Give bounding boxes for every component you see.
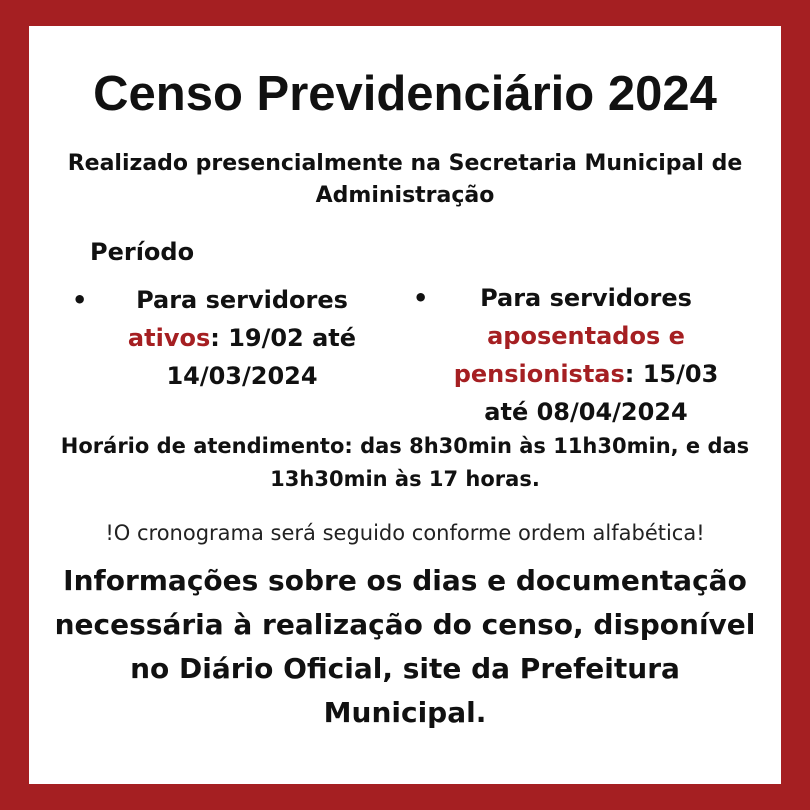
announcement-card: [29, 26, 781, 784]
right-item-lead: Para servidores: [480, 284, 692, 312]
period-retired-servants: [449, 279, 723, 431]
bullet-right: •: [413, 284, 429, 312]
info-statement: Informações sobre os dias e documentação necessária à realização do censo, disponível no Diário Oficial, site da Prefeitura Municipal.: [54, 564, 756, 729]
subtitle: Realizado presencialmente na Secretaria Municipal de Administração: [67, 151, 743, 208]
period-active-servants: [111, 281, 373, 395]
period-label: Período: [90, 238, 195, 266]
bullet-left: •: [72, 286, 88, 314]
left-item-highlight: ativos: [127, 324, 211, 352]
right-item-highlight: aposentados e pensionistas: [453, 322, 685, 388]
alphabetical-note: !O cronograma será seguido conforme ordem alfabética!: [105, 521, 705, 545]
page-title: Censo Previdenciário 2024: [93, 67, 717, 121]
left-item-dates: : 19/02 até 14/03/2024: [166, 324, 357, 390]
right-item-dates: : 15/03 até 08/04/2024: [484, 360, 719, 426]
left-item-lead: Para servidores: [136, 286, 348, 314]
service-hours: Horário de atendimento: das 8h30min às 11h30min, e das 13h30min às 17 horas.: [60, 434, 750, 491]
